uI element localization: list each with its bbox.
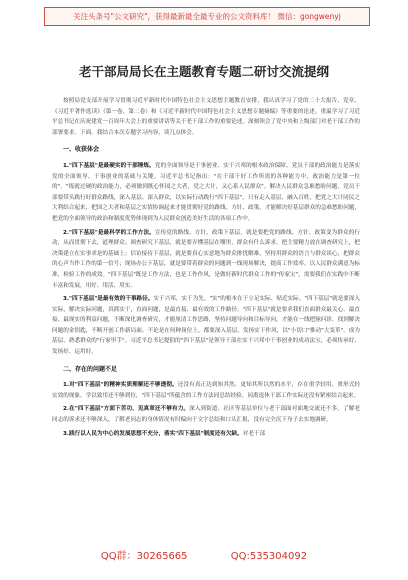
document-title: 老干部局局长在主题教育专题二研讨交流提纲 <box>78 64 329 79</box>
footer-contact <box>0 547 408 562</box>
section-heading: 一、收获体会 <box>63 146 100 154</box>
paragraph-lead: 3.践行以人民为中心的发展思想不充分，落实"四下基层"制度还有欠缺。 <box>63 430 243 437</box>
paragraph-lead: 2.在"四下基层"方面下苦功、见真章还不够有力。 <box>63 406 190 413</box>
paragraph <box>52 294 360 358</box>
paragraph-text: 实干兴邦，实干为先。"实"的根本在于立足实际、贴近实际。"四下基层"就是要深入实际，解决实际问题，真抓实干，直面问题，是最直接、最有效的工作路径。"四下基层"就是要求我们直面群众最关心、最直接、最现实的利益问题，不断深化调查研究，才能厘清工作思路，坚持问题导向和目标导向，才能在一线把脉问诊，找到解决问题的金钥匙，不断开创工作新局面。不论是在何种岗位上，都要深入基层，发扬实干作风，以"小切口"推动"大变革"，成为基层、熟悉群众的"行家里手"。习近平总书记提倡的"四下基层"是领导干部在实干兴邦中干事创业的成功法宝，必须传承好、发扬好、运用好。 <box>52 296 360 356</box>
qq-group-text: QQ群：30265665 <box>100 551 188 562</box>
paragraph <box>52 429 360 440</box>
paragraph-text: 宣传党的路线、方针、政策下基层，就是要把党的路线、方针、政策变为群众的行动，从而贯彻下去，道理群众；调查研究下基层，就是要弄懂基层在哪里，群众有什么诉求，把主要精力放在调查研究上，把决策建立在实事求是的基础上；信访接待下基层，就是要真心实意地为群众排忧解难，坚持用群众的语言与群众谈心，把群众的心声当作工作的第一信号；现场办公下基层，就是要带着群众的问题到一线现场解决，提高工作效率，以人民群众满意为标准，检验工作的成效。"四下基层"既是工作方法，也是工作作风，是做好新时代群众工作的"传家宝"，需要我们在实践中不断丰富和发展，用好、用活、用实。 <box>52 229 360 289</box>
document-body <box>52 96 360 442</box>
paragraph <box>52 228 360 292</box>
paragraph-lead: 1.对"四下基层"的精神实质理解还不够透彻。 <box>63 382 178 389</box>
paragraph-text: 还没有真正达到知其然、更知其所以然的水平，存在重学轻用、重形式轻实效的现象，学以致用还不够到位，"四下基层"所蕴含的工作方法同总结经验、同离退休干部工作实际还没有紧密结合起来。 <box>52 382 360 399</box>
intro-paragraph: 按照局党支部开展学习贯彻习近平新时代中国特色社会主义思想主题教育安排，我认真学习了党的二十大报告、党章、《习近平著作选读》（第一卷、第二卷）和《习近平新时代中国特色社会主义思想专题摘编》等重要的论述。重温学习了习近平总书记在庆祝建党一百周年大会上的重要讲话等关于老干部工作的重要论述，深刻领会了党中央和上级部门对老干部工作的部署要求。下面，我结合本次专题学习内容，谈几点体会。 <box>52 98 360 136</box>
section-heading: 二、存在的问题不足 <box>63 365 118 373</box>
paragraph <box>52 380 360 401</box>
qq-text: QQ:535304092 <box>230 551 308 562</box>
paragraph-lead: 1."四下基层"是最硬实的干部锤炼。 <box>63 162 155 169</box>
paragraph-text: 深入到街道、社区等基层单位与老干部面对面地交流还不多，了解老同志的诉求还不够深入，了解老同志的身体情况有时偏向于文字总结和口头汇报，没有完全沉下身子去实地调研。 <box>52 406 360 424</box>
paragraph-text: 对老干部 <box>242 430 266 437</box>
header-banner: 关注头条号"公文研究"，获得最新最全最专业的公文资料库！ 微信：gongwenyj <box>44 7 370 26</box>
paragraph-lead: 3."四下基层"是最有效的干事路径。 <box>63 296 154 303</box>
paragraph <box>52 404 360 425</box>
paragraph-lead: 2."四下基层"是最科学的工作方法。 <box>63 229 155 236</box>
paragraph <box>52 161 360 225</box>
paragraph-text: 党的全面领导是干事创业、实干兴邦的根本政治保障。党员干部的政治能力是落实党的全面领导、干事创业的基础与关键。习近平总书记指出："在干部干好工作所需的各种能力中，政治能力是第一位的"。"练就过硬的政治能力，必须做到既心怀国之大者，党之大计，又心系人民群众"。解决人民群众急难愁盼问题，党员干部要带头践行好群众路线，深入基层、深入群众，以实际行动践行"四下基层"，只有走入基层，融入百姓，把党之大计同民之大利结合起来，把国之大者和基层之实情协调起来才能贯彻好党的路线、方针、政策，才能解决好基层群众的急难愁盼问题，把党的全面领导的政治和制度优势体现到为人民群众创造美好生活的各项工作中。 <box>52 162 360 222</box>
